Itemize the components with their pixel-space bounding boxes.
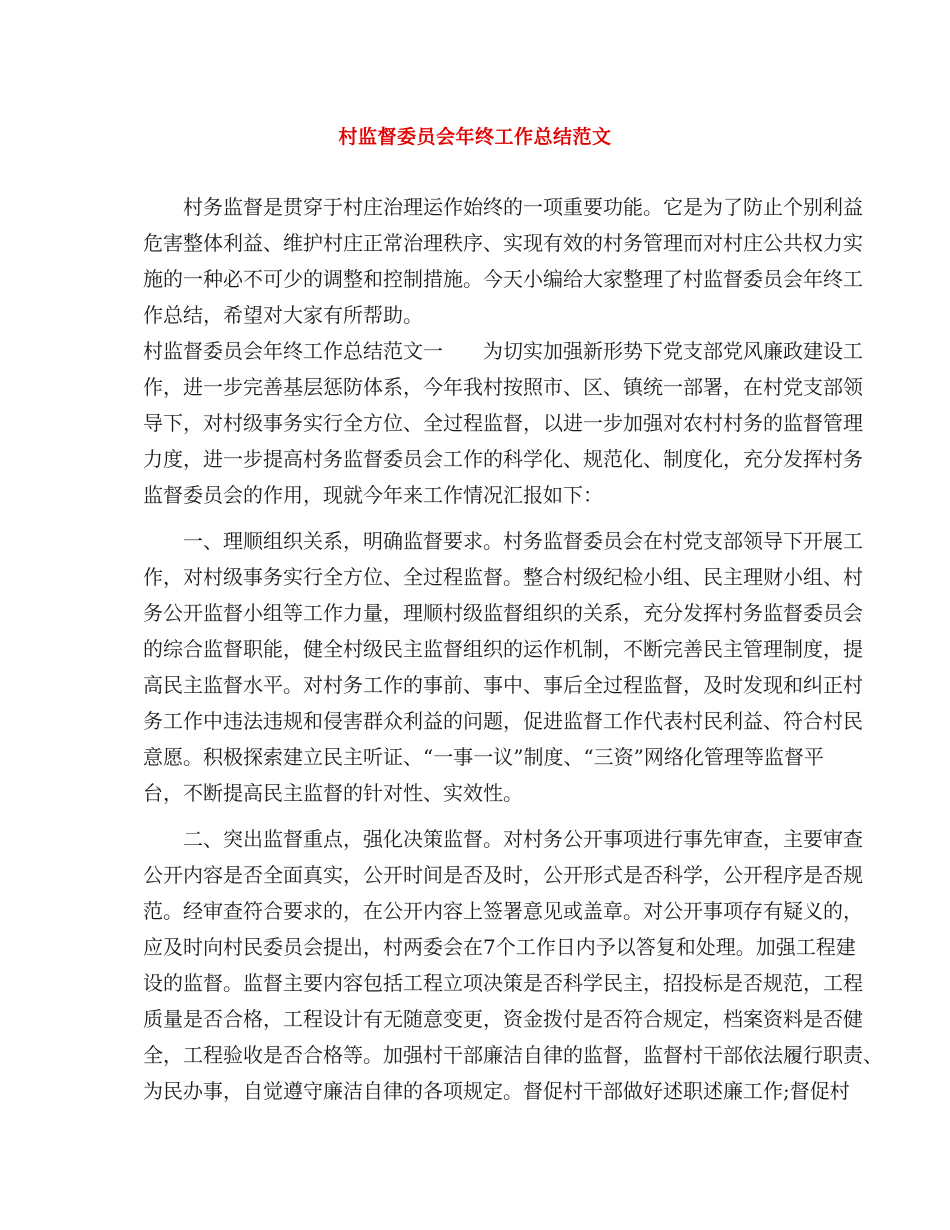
text-line: 设的监督。监督主要内容包括工程立项决策是否科学民主，招投标是否规范，工程: [143, 971, 863, 995]
text-line: 台，不断提高民主监督的针对性、实效性。: [143, 781, 523, 805]
text-line: 一、理顺组织关系，明确监督要求。村务监督委员会在村党支部领导下开展工: [183, 529, 863, 553]
document-title: 村监督委员会年终工作总结范文: [338, 126, 612, 148]
text-line: 意愿。积极探索建立民主听证、“一事一议”制度、“三资”网络化管理等监督平: [143, 745, 824, 769]
document-body: [143, 189, 883, 1109]
paragraph-gap: [143, 811, 813, 821]
text-line: 村监督委员会年终工作总结范文一 为切实加强新形势下党支部党风廉政建设工: [143, 339, 863, 363]
text-line: 二、突出监督重点，强化决策监督。对村务公开事项进行事先审查，主要审查: [183, 827, 863, 851]
text-line: 范。经审查符合要求的，在公开内容上签署意见或盖章。对公开事项存有疑义的，: [143, 899, 863, 923]
text-line: 质量是否合格，工程设计有无随意变更，资金拨付是否符合规定，档案资料是否健: [143, 1007, 863, 1031]
text-line: 高民主监督水平。对村务工作的事前、事中、事后全过程监督，及时发现和纠正村: [143, 673, 863, 697]
text-line: 务工作中违法违规和侵害群众利益的问题，促进监督工作代表村民利益、符合村民: [143, 709, 863, 733]
paragraph-gap: [143, 513, 813, 523]
text-line: 作，对村级事务实行全方位、全过程监督。整合村级纪检小组、民主理财小组、村: [143, 565, 863, 589]
text-line: 公开内容是否全面真实，公开时间是否及时，公开形式是否科学，公开程序是否规: [143, 863, 863, 887]
text-line: 作总结，希望对大家有所帮助。: [143, 303, 423, 327]
text-line: 的综合监督职能，健全村级民主监督组织的运作机制，不断完善民主管理制度，提: [143, 637, 863, 661]
text-line: 导下，对村级事务实行全方位、全过程监督，以进一步加强对农村村务的监督管理: [143, 411, 863, 435]
text-line: 为民办事，自觉遵守廉洁自律的各项规定。督促村干部做好述职述廉工作;督促村: [143, 1079, 850, 1103]
text-line: 全，工程验收是否合格等。加强村干部廉洁自律的监督，监督村干部依法履行职责、: [143, 1043, 883, 1067]
text-line: 施的一种必不可少的调整和控制措施。今天小编给大家整理了村监督委员会年终工: [143, 267, 863, 291]
text-line: 危害整体利益、维护村庄正常治理秩序、实现有效的村务管理而对村庄公共权力实: [143, 231, 863, 255]
text-line: 应及时向村民委员会提出，村两委会在7个工作日内予以答复和处理。加强工程建: [143, 935, 856, 959]
text-line: 力度，进一步提高村务监督委员会工作的科学化、规范化、制度化，充分发挥村务: [143, 447, 863, 471]
text-line: 监督委员会的作用，现就今年来工作情况汇报如下：: [143, 483, 603, 507]
text-line: 村务监督是贯穿于村庄治理运作始终的一项重要功能。它是为了防止个别利益: [183, 195, 863, 219]
text-line: 作，进一步完善基层惩防体系，今年我村按照市、区、镇统一部署，在村党支部领: [143, 375, 863, 399]
text-line: 务公开监督小组等工作力量，理顺村级监督组织的关系，充分发挥村务监督委员会: [143, 601, 863, 625]
